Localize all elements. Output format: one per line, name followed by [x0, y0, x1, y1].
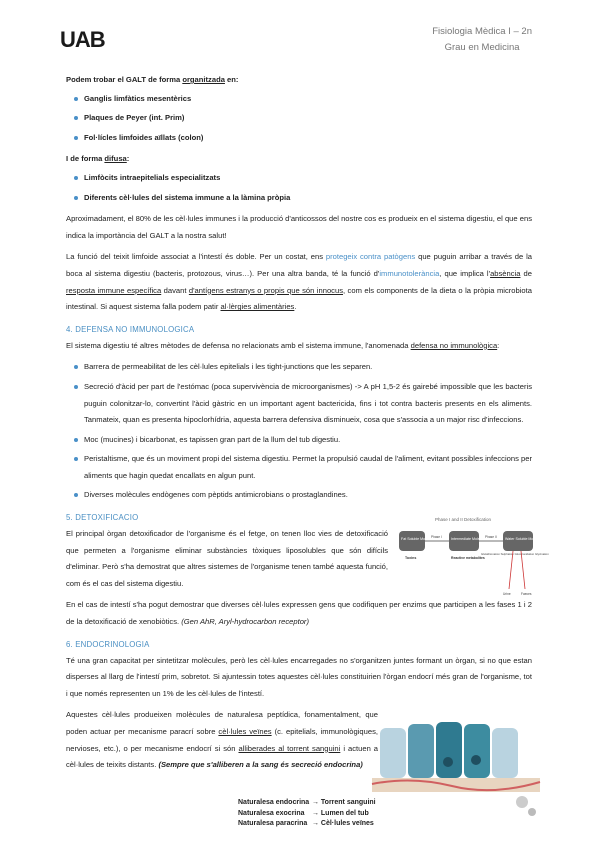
paragraph: Aproximadament, el 80% de les cèl·lules immunes i la producció d'anticossos del nostre cos es produeix en el sistema digestiu, el que ens indica la importància del GALT a la nostra salut! — [66, 214, 532, 240]
reactions-label: Glutathionation Sulphation Glucuronidation Glycination — [481, 552, 549, 556]
list-item: Barrera de permeabilitat de les cèl·lules epitelials i les tight-junctions que les separen. — [84, 359, 532, 376]
diffuse-list — [66, 170, 532, 206]
section-heading: 5. DETOXIFICACIO — [66, 513, 139, 523]
section-heading: 6. ENDOCRINOLOGIA — [66, 639, 150, 649]
organized-list — [66, 91, 532, 147]
secretion-legend — [238, 798, 376, 830]
diagram-title: Phase I and II Detoxification — [435, 517, 492, 522]
faeces-label: Faeces — [521, 592, 532, 596]
paragraph: El sistema digestiu té altres mètodes de defensa no relacionats amb el sistema immune, l'anomenada defensa no immunològica: — [66, 340, 500, 350]
defense-list — [66, 359, 532, 504]
box-label: Intermediate Molecule — [451, 537, 487, 541]
paragraph-galt-function: La funció del teixit limfoide associat a l'intestí és doble. Per un costat, ens protegeix contra patògens que puguin arribar a través de la boca al sistema digestiu (bacteris, protozous, virus…). Per una altra banda, té la funció d'immunotolerància, que implica l'absència de resposta immune específica davant d'antígens estranys o propis que són innocus, com els components de la dieta o la pròpia microbiota intestinal. Si aquest sistema falla podem patir al·lèrgies alimentàries. — [66, 252, 533, 312]
metabolites-label: Reactive metabolites — [451, 556, 485, 560]
toxins-label: Toxins — [405, 556, 417, 560]
paragraph: En el cas de intestí s'ha pogut demostrar que diverses cèl·lules expressen gens que codifiquen per enzims que participen a les fases 1 i 2 de la detoxificació de xenobiòtics. (Gen AhR, Aryl-hydrocarbon receptor) — [66, 600, 532, 627]
legend-row: Naturalesa exocrina → Lumen del tub — [238, 809, 369, 817]
legend-row: Naturalesa paracrina → Cèl·lules veïnes — [238, 820, 374, 827]
phase-label: Phase I — [431, 535, 442, 539]
diffuse-paragraph: I de forma difusa: — [66, 154, 130, 164]
intro-paragraph: Podem trobar el GALT de forma organitzada en: — [66, 75, 239, 84]
paragraph: Té una gran capacitat per sintetitzar molècules, però les cèl·lules encarregades no s'organitzen juntes formant un òrgan, si no que estan disperses al llarg de l'intestí prim, sobretot. Si ajuntessin totes aquestes cèl·lules constituirien l'òrgan endocrí més gran de l'organisme, tot i que només representen un 1% de les cèl·lules de l'intestí. — [66, 655, 532, 698]
list-item: Fol·lícles limfoides aïllats (colon) — [84, 130, 532, 147]
list-item: Limfòcits intraepitelials especialitzats — [84, 170, 532, 187]
endocrine-cell-illustration — [372, 718, 540, 820]
list-item: Diferents cèl·lules del sistema immune a la làmina pròpia — [84, 190, 532, 207]
list-item: Secreció d'àcid per part de l'estómac (poca supervivència de microorganismes) -> A pH 1,5-2 és gairebé impossible que les bacteris puguin colonitzar-lo, convertint l'àcid gàstric en un important agent bactericida, fins i tot contra bacteris presents en els aliments. Tanmateix, quan es presenta hipoclorhídria, aquesta barrera defensiva disminueix, cosa que s'associa a un major risc d'infeccions. — [84, 379, 532, 429]
paragraph-detox: El principal òrgan detoxificador de l'organisme és el fetge, on tenen lloc vies de detoxificació que permeten a l'organisme eliminar substàncies tòxiques liposolubles que són difícils d'eliminar. Però s'ha demostrat que altres sistemes de l'organisme tenen també aquesta funció, com és el cas del sistema digestiu. — [66, 529, 388, 588]
section-heading: 4. DEFENSA NO IMMUNOLOGICA — [66, 324, 195, 334]
list-item: Plaques de Peyer (int. Prim) — [84, 110, 532, 127]
box-label: Fat Soluble Molecule — [401, 537, 435, 541]
box-label: Water Soluble Molecule — [505, 537, 543, 541]
list-item: Moc (mucines) i bicarbonat, es tapissen gran part de la llum del tub digestiu. — [84, 432, 532, 449]
phase-label: Phase II — [485, 535, 497, 539]
list-item: Peristaltisme, que és un moviment propi del sistema digestiu. Permet la propulsió caudal de l'aliment, evitant possibles infeccions per aliments que hagin quedat encallats en algun punt. — [84, 451, 532, 484]
list-item: Ganglis limfàtics mesentèrics — [84, 91, 532, 108]
header-course: Fisiologia Mèdica I – 2n — [432, 26, 532, 37]
urine-label: Urine — [503, 592, 511, 596]
legend-row: Naturalesa endocrina → Torrent sanguini — [238, 799, 376, 806]
list-item: Diverses molècules endògenes com pèptids antimicrobians o prostaglandines. — [84, 487, 532, 504]
page-header — [432, 24, 532, 56]
header-degree: Grau en Medicina — [444, 42, 520, 53]
paragraph-secretion: Aquestes cèl·lules produeixen molècules de naturalesa peptídica, fonamentalment, que poden actuar per mecanisme paracrí sobre cèl·lules veïnes (c. epitelials, immunològiques, nervioses, etc.), o per mecanisme endocrí si són alliberades al torrent sanguini i actuen a cèl·lules de teixits distants. (Sempre que s'alliberen a la sang és secreció endocrina) — [66, 710, 379, 770]
detox-diagram — [397, 515, 549, 597]
uab-logo: UAB — [60, 27, 105, 52]
document-body — [66, 72, 532, 779]
